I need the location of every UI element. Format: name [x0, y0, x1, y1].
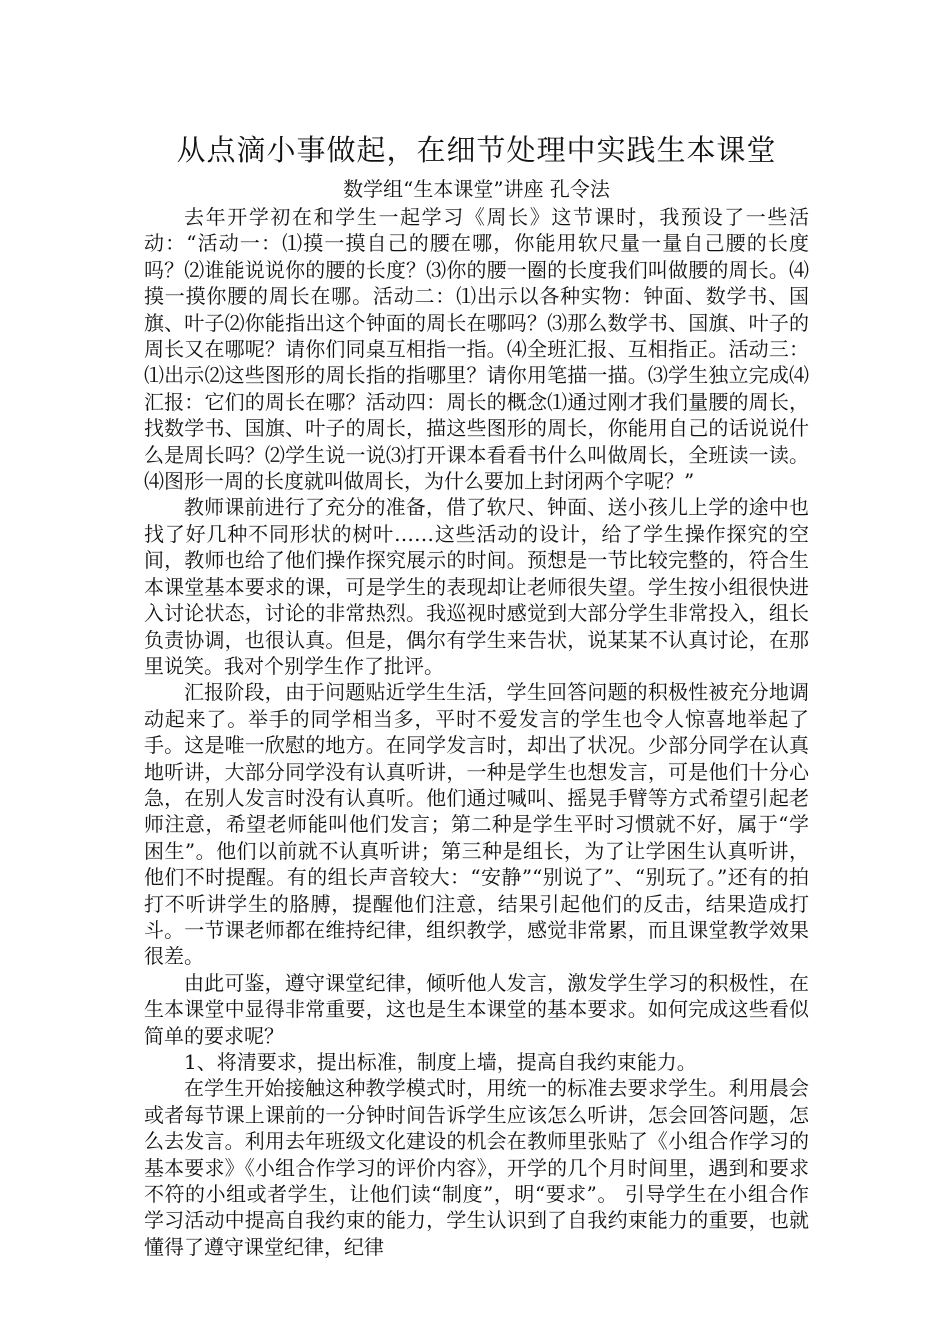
- paragraph-3: 汇报阶段，由于问题贴近学生生活，学生回答问题的积极性被充分地调动起来了。举手的同学相当多，平时不爱发言的学生也令人惊喜地举起了手。这是唯一欣慰的地方。在同学发言时，却出了状况。少部分同学在认真地听讲，大部分同学没有认真听讲，一种是学生也想发言，可是他们十分心急，在别人发言时没有认真听。他们通过喊叫、摇晃手臂等方式希望引起老师注意，希望老师能叫他们发言；第二种是学生平时习惯就不好，属于“学困生”。他们以前就不认真听讲；第三种是组长，为了让学困生认真听讲，他们不时提醒。有的组长声音较大：“安静”“别说了”、“别玩了。”还有的拍打不听讲学生的胳膊，提醒他们注意，结果引起他们的反击，结果造成打斗。一节课老师都在维持纪律，组织教学，感觉非常累，而且课堂教学效果很差。: [144, 680, 809, 969]
- paragraph-4: 由此可鉴，遵守课堂纪律，倾听他人发言，激发学生学习的积极性，在生本课堂中显得非常重要，这也是生本课堂的基本要求。如何完成这些看似简单的要求呢？: [144, 970, 809, 1048]
- paragraph-1: 去年开学初在和学生一起学习《周长》这节课时，我预设了一些活动：“活动一：⑴摸一摸自己的腰在哪，你能用软尺量一量自己腰的长度吗？⑵谁能说说你的腰的长度？⑶你的腰一圈的长度我们叫做腰的周长。⑷摸一摸你腰的周长在哪。活动二：⑴出示以各种实物：钟面、数学书、国旗、叶子⑵你能指出这个钟面的周长在哪吗？⑶那么数学书、国旗、叶子的周长又在哪呢？请你们同桌互相指一指。⑷全班汇报、互相指正。活动三：⑴出示⑵这些图形的周长指的指哪里？请你用笔描一描。⑶学生独立完成⑷汇报：它们的周长在哪？活动四：周长的概念⑴通过刚才我们量腰的周长，找数学书、国旗、叶子的周长，描这些图形的周长，你能用自己的话说说什么是周长吗？⑵学生说一说⑶打开课本看看书什么叫做周长，全班读一读。⑷图形一周的长度就叫做周长，为什么要加上封闭两个字呢？”: [144, 205, 809, 494]
- paragraph-5: 在学生开始接触这种教学模式时，用统一的标准去要求学生。利用晨会或者每节课上课前的一分钟时间告诉学生应该怎么听讲，怎会回答问题，怎么去发言。利用去年班级文化建设的机会在教师里张贴了《小组合作学习的基本要求》《小组合作学习的评价内容》，开学的几个月时间里，遇到和要求不符的小组或者学生，让他们读“制度”，明“要求”。 引导学生在小组合作学习活动中提高自我约束的能力，学生认识到了自我约束能力的重要，也就懂得了遵守课堂纪律，纪律: [144, 1076, 809, 1259]
- document-page: [144, 128, 809, 1260]
- document-title: 从点滴小事做起，在细节处理中实践生本课堂: [176, 133, 777, 167]
- paragraph-2: 教师课前进行了充分的准备，借了软尺、钟面、送小孩儿上学的途中也找了好几种不同形状的树叶……这些活动的设计，给了学生操作探究的空间，教师也给了他们操作探究展示的时间。预想是一节比较完整的，符合生本课堂基本要求的课，可是学生的表现却让老师很失望。学生按小组很快进入讨论状态，讨论的非常热烈。我巡视时感觉到大部分学生非常投入，组长负责协调，也很认真。但是，偶尔有学生来告状，说某某不认真讨论，在那里说笑。我对个别学生作了批评。: [144, 495, 809, 678]
- document-subtitle: 数学组“生本课堂”讲座 孔令法: [343, 177, 610, 201]
- section-heading-1: 1、将清要求，提出标准，制度上墙，提高自我约束能力。: [184, 1050, 697, 1074]
